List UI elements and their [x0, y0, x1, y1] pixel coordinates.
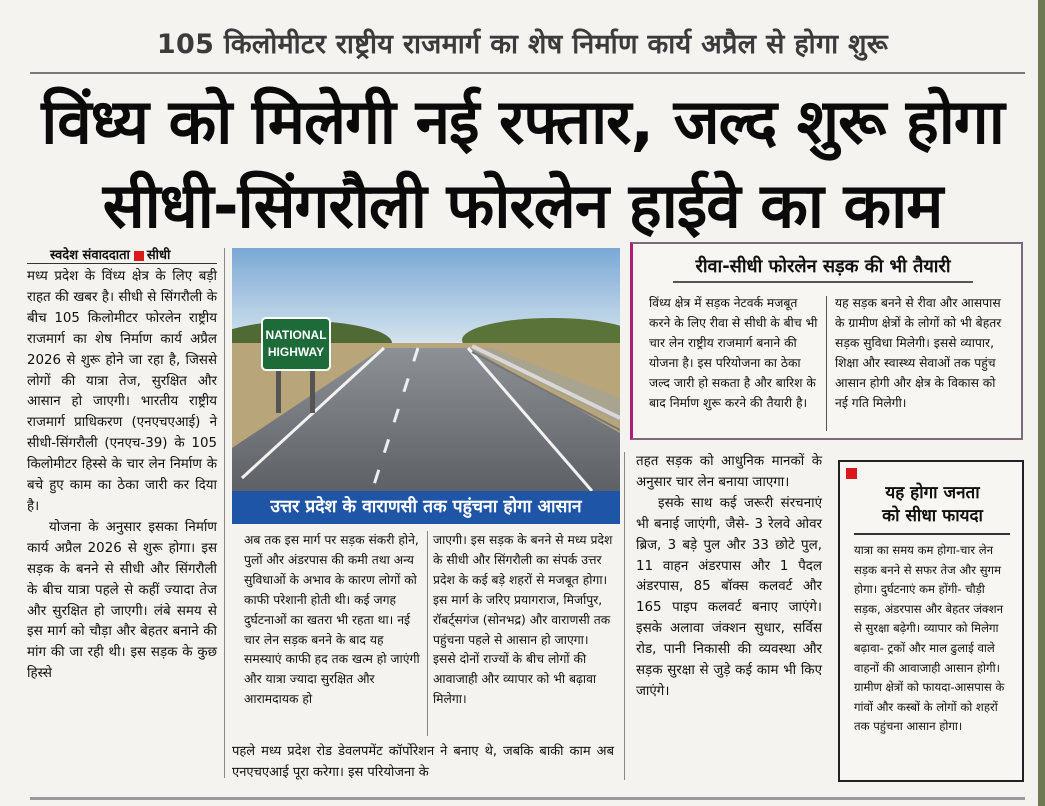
column-divider — [624, 452, 625, 780]
benefits-box-rule — [854, 533, 1010, 535]
article-column-1 — [27, 267, 217, 685]
sign-text-line-1: NATIONAL — [265, 328, 327, 342]
byline — [50, 245, 170, 263]
divider — [30, 72, 1025, 74]
headline-line-2: सीधी-सिंगरौली फोरलेन हाईवे का काम — [102, 169, 943, 242]
sign-text-line-2: HIGHWAY — [267, 345, 325, 359]
benefits-box-title — [850, 482, 1015, 528]
sidebar-box-divider — [826, 296, 827, 431]
sidebar-box-title: रीवा-सीधी फोरलेन सड़क की भी तैयारी — [673, 254, 973, 283]
benefits-box — [838, 460, 1024, 782]
sidebar-box-rewa-sidhi — [630, 242, 1023, 440]
benefits-box-title-line-2: को सीधा फायदा — [882, 506, 983, 526]
paragraph: योजना के अनुसार इसका निर्माण कार्य अप्रैल 2026 से शुरू होगा। इस सड़क के बनने से सीधी और सिंगरौली के बीच यात्रा पहले से कहीं ज्यादा तेज और सुरक्षित हो जाएगी। लंबे समय से इस मार्ग को चौड़ा और बेहतर बनाने की मांग की जा रही थी। इस सड़क के कुछ हिस्से — [27, 519, 217, 682]
article-column-4 — [636, 452, 822, 703]
benefits-box-text: यात्रा का समय कम होगा-चार लेन सड़क बनने से सफर तेज और सुगम होगा। दुर्घटनाएं कम होंगी- चौड़ी सड़क, अंडरपास और बेहतर जंक्शन से सुरक्षा बढ़ेगी। व्यापार को मिलेगा बढ़ावा- ट्रकों और माल ढुलाई वाले वाहनों की आवाजाही आसान होगी। ग्रामीण क्षेत्रों को फायदा-आसपास के गांवों और कस्बों के लोगों को शहरों तक पहुंचना आसान होगा। — [854, 543, 1005, 734]
bottom-rule — [30, 797, 1025, 800]
article-column-2-3-bottom: पहले मध्य प्रदेश रोड डेवलपमेंट कॉर्पोरेशन ने बनाए थे, जबकि बाकी काम अब एनएचएआई पूरा करेगा। इस परियोजना के — [232, 744, 614, 780]
paragraph: इसके साथ कई जरूरी संरचनाएं भी बनाई जाएंगी, जैसे- 3 रेलवे ओवर ब्रिज, 3 बड़े पुल और 33 छोटे पुल, 11 वाहन अंडरपास और 1 पैदल अंडरपास, 85 बॉक्स कलवर्ट और 165 पाइप कलवर्ट बनाए जाएंगे। इसके अलावा जंक्शन सुधार, सर्विस रोड, पानी निकासी की व्यवस्था और सड़क सुरक्षा से जुड़े कई काम भी किए जाएंगे। — [636, 495, 822, 699]
highway-photo — [232, 248, 620, 491]
highway-image — [232, 248, 620, 491]
sidebar-box-column-b: यह सड़क बनने से रीवा और आसपास के ग्रामीण क्षेत्रों के लोगों को भी बेहतर सड़क सुविधा मिलेगी। इससे व्यापार, शिक्षा और स्वास्थ्य सेवाओं तक पहुंच आसान होगी और क्षेत्र के विकास को नई गति मिलेगी। — [835, 296, 1002, 410]
kicker: 105 किलोमीटर राष्ट्रीय राजमार्ग का शेष निर्माण कार्य अप्रैल से होगा शुरू — [156, 29, 889, 60]
red-square-icon — [846, 468, 857, 479]
article-column-2: अब तक इस मार्ग पर सड़क संकरी होने, पुलों और अंडरपास की कमी तथा अन्य सुविधाओं के अभाव के कारण लोगों को काफी परेशानी होती थी। कई जगह दुर्घटनाओं का खतरा भी रहता था। नई चार लेन सड़क बनने के बाद यह समस्याएं काफी हद तक खत्म हो जाएंगी और यात्रा ज्यादा सुरक्षित और आरामदायक हो — [244, 533, 420, 707]
byline-rule — [27, 263, 217, 264]
red-square-icon — [134, 251, 144, 261]
column-divider — [224, 248, 225, 778]
headline-line-1: विंध्य को मिलेगी नई रफ्तार, जल्द शुरू होगा — [41, 85, 1004, 158]
paragraph: तहत सड़क को आधुनिक मानकों के अनुसार चार लेन बनाया जाएगा। — [636, 454, 822, 490]
sidebar-box-column-a: विंध्य क्षेत्र में सड़क नेटवर्क मजबूत करने के लिए रीवा से सीधी के बीच भी चार लेन राष्ट्रीय राजमार्ग बनाने की योजना है। इस परियोजना का ठेका जल्द जारी हो सकता है और बारिश के बाद निर्माण शुरू करने की तैयारी है। — [649, 296, 818, 410]
byline-reporter: स्वदेश संवाददाता — [50, 248, 130, 263]
column-divider — [427, 531, 428, 736]
byline-place: सीधी — [146, 248, 171, 263]
benefits-box-title-line-1: यह होगा जनता — [885, 483, 980, 503]
paragraph: मध्य प्रदेश के विंध्य क्षेत्र के लिए बड़ी राहत की खबर है। सीधी से सिंगरौली के बीच 105 किलोमीटर फोरलेन राष्ट्रीय राजमार्ग का शेष निर्माण कार्य अप्रैल 2026 से शुरू होने जा रहा है, जिससे लोगों की यात्रा तेज, सुरक्षित और आसान हो जाएगी। भारतीय राष्ट्रीय राजमार्ग प्राधिकरण (एनएचएआई) ने सीधी-सिंगरौली (एनएच-39) के 105 किलोमीटर हिस्से के चार लेन निर्माण के बचे हुए काम का ठेका जारी कर दिया है। — [27, 269, 217, 514]
photo-caption: उत्तर प्रदेश के वाराणसी तक पहुंचना होगा आसान — [232, 491, 620, 524]
article-column-3: जाएगी। इस सड़क के बनने से मध्य प्रदेश के सीधी और सिंगरौली का संपर्क उत्तर प्रदेश के कई बड़े शहरों से मजबूत होगा। इस मार्ग के जरिए प्रयागराज, मिर्जापुर, रॉबर्ट्सगंज (सोनभद्र) और वाराणसी तक पहुंचना पहले से आसान हो जाएगा। इससे दोनों राज्यों के बीच लोगों की आवाजाही और व्यापार को भी बढ़ावा मिलेगा। — [433, 533, 613, 707]
